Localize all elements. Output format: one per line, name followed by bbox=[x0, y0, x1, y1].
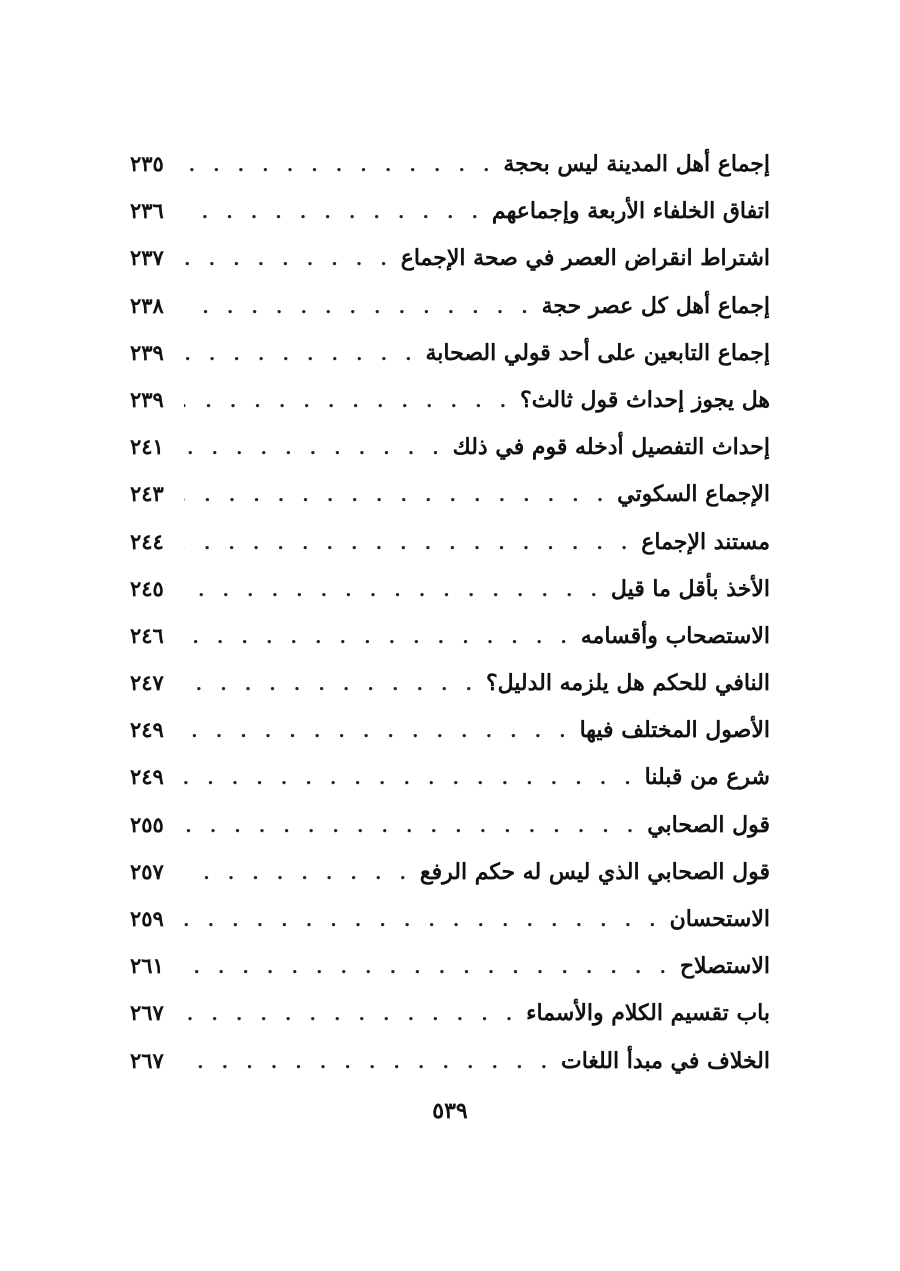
dot-leader bbox=[184, 378, 512, 425]
dot-leader bbox=[184, 614, 573, 661]
toc-entry bbox=[130, 1037, 770, 1084]
dot-leader bbox=[184, 236, 393, 283]
toc-entry-page: ٢٤٩ bbox=[130, 764, 164, 790]
toc-entry bbox=[130, 423, 770, 470]
toc-entry-title: اشتراط انقراض العصر في صحة الإجماع bbox=[400, 245, 770, 272]
dot-leader bbox=[184, 803, 639, 850]
table-of-contents bbox=[130, 140, 770, 1084]
toc-entry-title: شرع من قبلنا bbox=[644, 764, 770, 791]
toc-entry-title: الأصول المختلف فيها bbox=[579, 717, 770, 744]
toc-entry-page: ٢٣٩ bbox=[130, 386, 164, 412]
toc-entry-page: ٢٣٥ bbox=[130, 151, 164, 176]
toc-entry-title: مستند الإجماع bbox=[641, 528, 770, 555]
toc-entry-page: ٢٣٨ bbox=[130, 292, 164, 318]
dot-leader bbox=[184, 661, 478, 708]
toc-entry-page: ٢٦١ bbox=[130, 953, 164, 979]
toc-entry bbox=[130, 801, 770, 848]
toc-entry bbox=[130, 470, 770, 517]
toc-entry bbox=[130, 234, 770, 281]
toc-entry bbox=[130, 848, 770, 895]
toc-entry-title: إجماع أهل كل عصر حجة bbox=[541, 292, 770, 319]
toc-entry-page: ٢٤٧ bbox=[130, 670, 164, 696]
dot-leader bbox=[184, 331, 418, 378]
toc-entry bbox=[130, 706, 770, 753]
toc-entry-page: ٢٤٣ bbox=[130, 481, 164, 507]
toc-entry-title: قول الصحابي bbox=[647, 811, 770, 838]
toc-entry-title: اتفاق الخلفاء الأربعة وإجماعهم bbox=[491, 198, 770, 225]
toc-entry-page: ٢٣٦ bbox=[130, 198, 164, 224]
dot-leader bbox=[184, 897, 662, 944]
dot-leader bbox=[184, 708, 572, 755]
dot-leader bbox=[184, 755, 637, 802]
toc-entry bbox=[130, 659, 770, 706]
toc-entry-page: ٢٥٩ bbox=[130, 906, 164, 931]
toc-entry-page: ٢٥٧ bbox=[130, 858, 164, 884]
toc-entry-page: ٢٣٩ bbox=[130, 339, 164, 365]
toc-entry-page: ٢٤٦ bbox=[130, 622, 164, 648]
toc-entry-page: ٢٦٧ bbox=[130, 1047, 164, 1073]
toc-entry-title: النافي للحكم هل يلزمه الدليل؟ bbox=[485, 670, 770, 697]
toc-entry bbox=[130, 753, 770, 800]
toc-entry bbox=[130, 942, 770, 989]
toc-entry-title: هل يجوز إحداث قول ثالث؟ bbox=[520, 386, 770, 413]
toc-entry bbox=[130, 376, 770, 423]
toc-entry-title: قول الصحابي الذي ليس له حكم الرفع bbox=[419, 858, 770, 885]
toc-entry-title: الإجماع السكوتي bbox=[617, 481, 770, 508]
dot-leader bbox=[184, 567, 603, 614]
toc-entry bbox=[130, 612, 770, 659]
dot-leader bbox=[184, 472, 609, 519]
dot-leader bbox=[184, 284, 534, 331]
toc-entry-title: الاستحسان bbox=[669, 906, 770, 932]
toc-entry bbox=[130, 282, 770, 329]
dot-leader bbox=[184, 425, 445, 472]
toc-entry bbox=[130, 187, 770, 234]
toc-entry bbox=[130, 518, 770, 565]
toc-entry-page: ٢٥٥ bbox=[130, 811, 164, 837]
toc-entry-page: ٢٣٧ bbox=[130, 245, 164, 271]
toc-entry bbox=[130, 329, 770, 376]
page-number: ٥٣٩ bbox=[432, 1098, 468, 1124]
dot-leader bbox=[184, 850, 412, 897]
toc-entry-title: الأخذ بأقل ما قيل bbox=[610, 575, 770, 602]
toc-entry-page: ٢٤٤ bbox=[130, 528, 164, 554]
toc-entry-title: إحداث التفصيل أدخله قوم في ذلك bbox=[452, 434, 770, 461]
dot-leader bbox=[184, 991, 518, 1038]
dot-leader bbox=[184, 1039, 553, 1086]
toc-entry bbox=[130, 895, 770, 942]
toc-entry-page: ٢٦٧ bbox=[130, 1000, 164, 1026]
toc-entry-page: ٢٤٥ bbox=[130, 575, 164, 601]
toc-entry-title: الاستصحاب وأقسامه bbox=[580, 622, 770, 649]
toc-entry-page: ٢٤١ bbox=[130, 434, 164, 460]
dot-leader bbox=[184, 520, 633, 567]
toc-entry-title: إجماع التابعين على أحد قولي الصحابة bbox=[425, 339, 770, 366]
toc-entry-title: باب تقسيم الكلام والأسماء bbox=[526, 1000, 770, 1027]
toc-entry bbox=[130, 140, 770, 187]
dot-leader bbox=[184, 189, 484, 236]
toc-entry bbox=[130, 565, 770, 612]
toc-entry-title: الاستصلاح bbox=[679, 953, 770, 980]
dot-leader bbox=[184, 944, 672, 991]
toc-entry-title: إجماع أهل المدينة ليس بحجة bbox=[503, 151, 770, 177]
dot-leader bbox=[184, 142, 495, 189]
toc-entry-title: الخلاف في مبدأ اللغات bbox=[561, 1047, 770, 1074]
toc-entry-page: ٢٤٩ bbox=[130, 717, 164, 743]
toc-entry bbox=[130, 989, 770, 1036]
